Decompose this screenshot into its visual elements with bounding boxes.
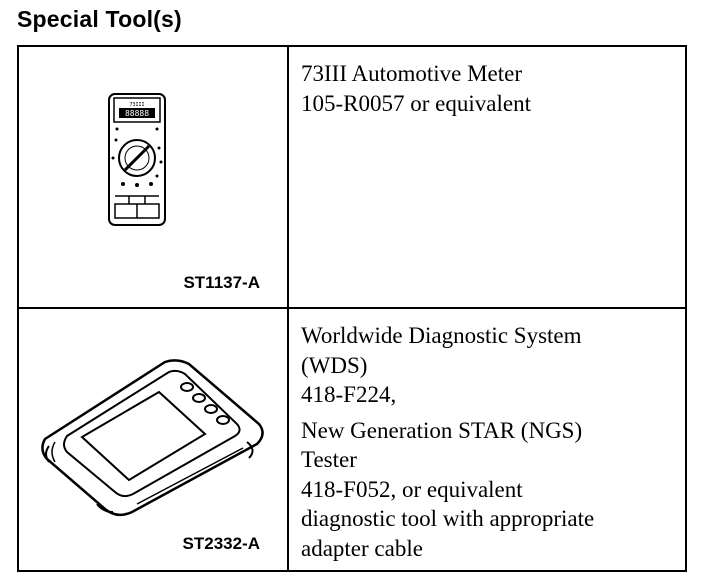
svg-text:73III: 73III xyxy=(129,102,145,108)
svg-text:88888: 88888 xyxy=(124,109,150,118)
diagnostic-tester-icon xyxy=(37,354,267,519)
description-line: 105-R0057 or equivalent xyxy=(301,90,531,116)
tool-row-meter xyxy=(19,47,685,309)
tool-description xyxy=(289,309,685,570)
figure-label: ST2332-A xyxy=(182,534,260,553)
tool-row-tester xyxy=(19,309,685,570)
tool-image-cell xyxy=(19,47,289,307)
description-line: 418-F224, xyxy=(301,382,397,407)
description-line: diagnostic tool with appropriate xyxy=(301,506,595,531)
multimeter-icon xyxy=(107,92,167,227)
description-line: (WDS) xyxy=(301,352,368,378)
description-line: 73III Automotive Meter xyxy=(301,61,523,86)
description-line: adapter cable xyxy=(301,535,423,561)
description-line: Worldwide Diagnostic System xyxy=(301,323,582,348)
description-line: New Generation STAR (NGS) xyxy=(301,417,583,443)
figure-label: ST1137-A xyxy=(183,273,260,292)
page-title: Special Tool(s) xyxy=(17,6,182,32)
special-tools-table xyxy=(17,45,687,572)
description-line: 418-F052, or equivalent xyxy=(301,476,523,502)
tool-description xyxy=(289,47,685,307)
description-line: Tester xyxy=(301,447,357,472)
tool-image-cell xyxy=(19,309,289,570)
